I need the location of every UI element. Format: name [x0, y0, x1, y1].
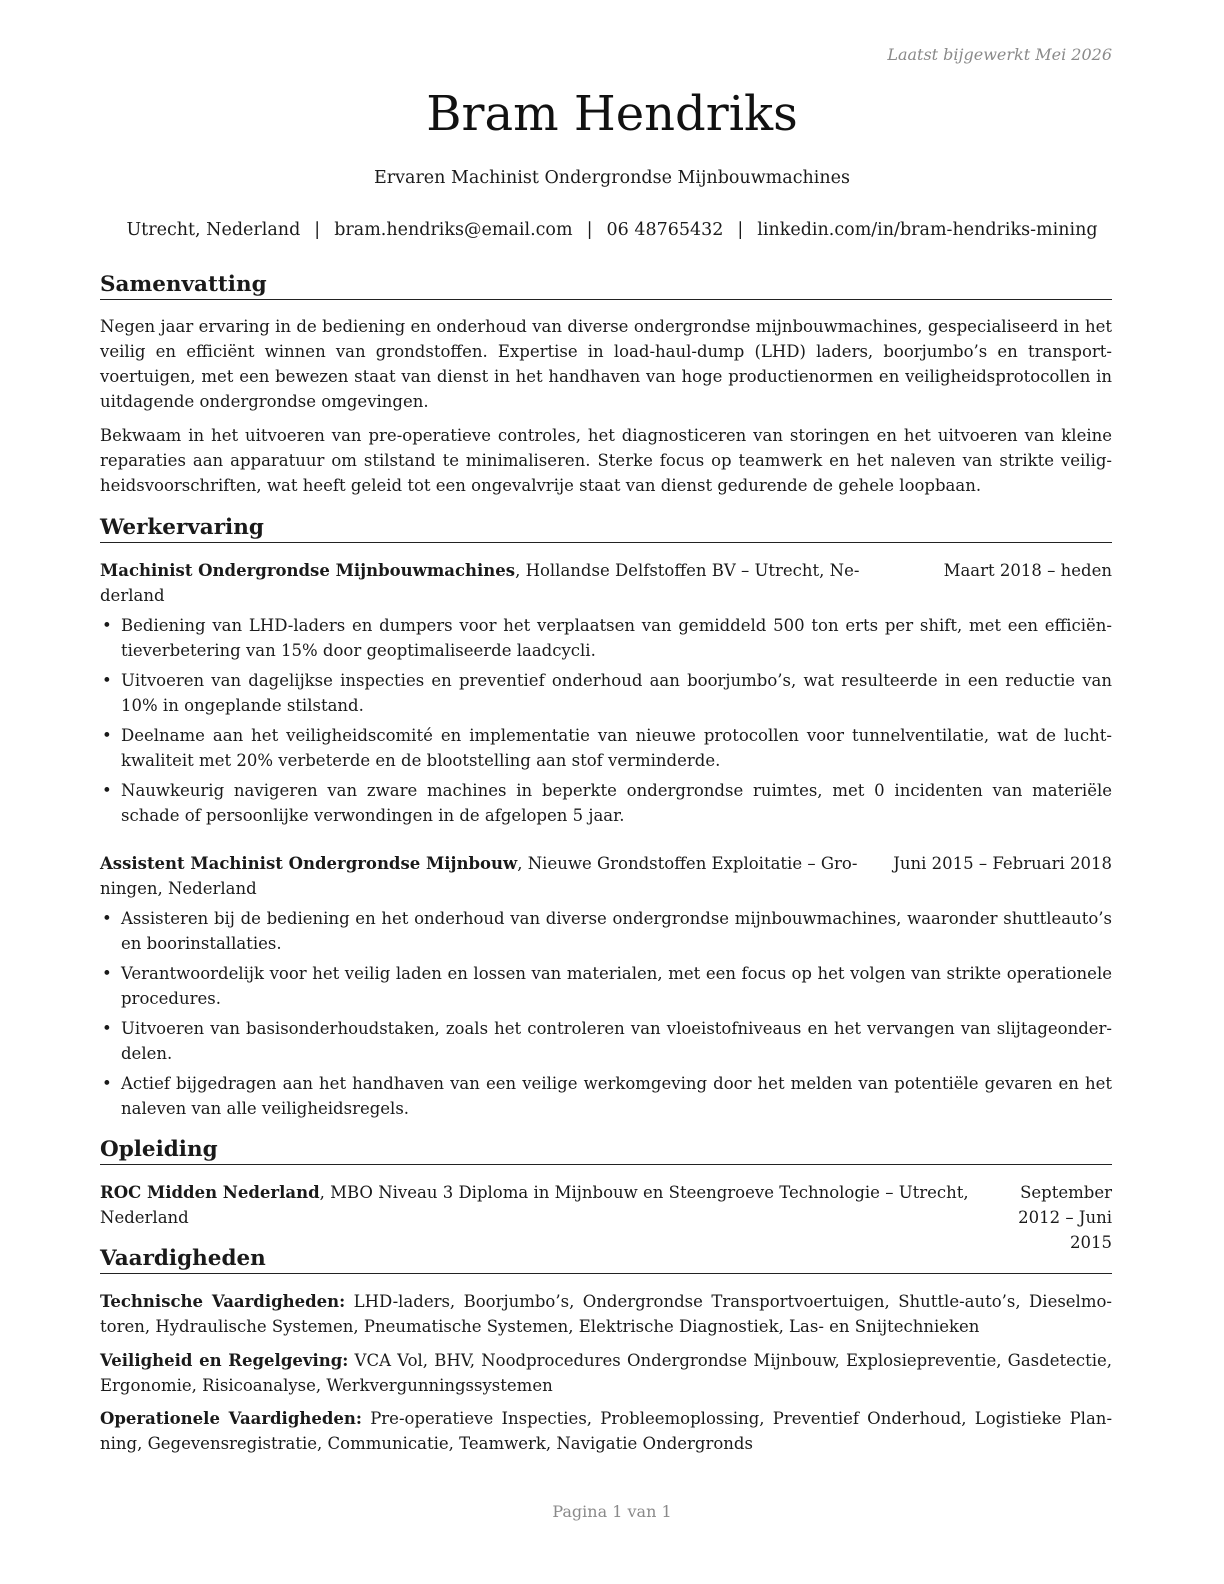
job-title-line [100, 558, 890, 608]
job-company: , Nieuwe Grondstoffen Exploitatie – Groningen, Nederland [100, 854, 858, 898]
skill-line-safety [100, 1348, 1112, 1398]
bullet-icon: • [102, 964, 112, 983]
bullet-icon: • [102, 671, 112, 690]
contact-phone[interactable]: 06 48765432 [606, 220, 724, 240]
job-dates: Maart 2018 – heden [943, 561, 1112, 580]
last-updated: Laatst bijgewerkt Mei 2026 [887, 45, 1112, 64]
skill-text: LHD-laders, Boorjumbo’s, Ondergrondse Transportvoertuigen, Shuttle-auto’s, Dieselmotoren, Hydraulische Systemen, Pneumatische Systemen, Elektrische Diagnostiek, Las- en Snijtechnieken [100, 1292, 1112, 1336]
job-role: Assistent Machinist Ondergrondse Mijnbouw [100, 854, 518, 873]
list-item: • Bediening van LHD-laders en dumpers voor het verplaatsen van gemiddeld 500 ton erts per shift, met een efficiëntieverbetering van 15% door geoptimaliseerde laadcycli. [100, 613, 1112, 663]
skill-line-operational [100, 1406, 1112, 1456]
list-item: • Nauwkeurig navigeren van zware machines in beperkte ondergrondse ruimtes, met 0 incidenten van materiële schade of persoonlijke verwondingen in de afgelopen 5 jaar. [100, 778, 1112, 828]
contact-separator: | [314, 220, 321, 240]
bullet-icon: • [102, 1019, 112, 1038]
bullet-icon: • [102, 909, 112, 928]
section-title-experience: Werkervaring [100, 515, 1112, 543]
job-title-line [100, 851, 880, 901]
bullet-icon: • [102, 1074, 112, 1093]
skill-label: Operationele Vaardigheden: [100, 1409, 362, 1428]
education-entry [100, 1180, 1112, 1252]
summary-paragraph-2: Bekwaam in het uitvoeren van pre-operatieve controles, het diagnosticeren van storingen en het uitvoeren van kleine reparaties aan apparatuur om stilstand te minimaliseren. Sterke focus op teamwerk en het naleven van strikte veiligheidsvoorschriften, wat heeft geleid tot een ongevalvrije staat van dienst gedurende de gehele loopbaan. [100, 426, 1112, 495]
education-line [100, 1180, 980, 1230]
contact-linkedin[interactable]: linkedin.com/in/bram-hendriks-mining [757, 220, 1098, 240]
list-item: • Verantwoordelijk voor het veilig laden en lossen van materialen, met een focus op het volgen van strikte operationele procedures. [100, 961, 1112, 1011]
job-bullets [100, 613, 1112, 833]
contact-email[interactable]: bram.hendriks@email.com [334, 220, 573, 240]
section-title-summary: Samenvatting [100, 272, 1112, 300]
job-role: Machinist Ondergrondse Mijnbouwmachines [100, 561, 516, 580]
bullet-icon: • [102, 781, 112, 800]
list-item: • Assisteren bij de bediening en het onderhoud van diverse ondergrondse mijnbouwmachines, waaronder shuttleauto’s en boorinstallaties. [100, 906, 1112, 956]
bullet-icon: • [102, 726, 112, 745]
candidate-headline: Ervaren Machinist Ondergrondse Mijnbouwmachines [373, 168, 850, 188]
education-detail: , MBO Niveau 3 Diploma in Mijnbouw en Steengroeve Technologie – Utrecht, Nederland [100, 1183, 969, 1227]
skill-label: Veiligheid en Regelgeving: [100, 1351, 349, 1370]
candidate-name: Bram Hendriks [426, 86, 798, 142]
summary-paragraph-1: Negen jaar ervaring in de bediening en onderhoud van diverse ondergrondse mijnbouwmachines, gespecialiseerd in het veilig en efficiënt winnen van grondstoffen. Expertise in load-haul-dump (LHD) laders, boorjumbo’s en transportvoertuigen, met een bewezen staat van dienst in het handhaven van hoge productienormen en veiligheidsprotocollen in uitdagende ondergrondse omgevingen. [100, 317, 1112, 411]
job-dates: Juni 2015 – Februari 2018 [893, 854, 1112, 873]
skill-line-technical [100, 1289, 1112, 1339]
job-header [100, 558, 1112, 608]
education-dates: September 2012 – Juni 2015 [1018, 1183, 1112, 1252]
section-title-skills: Vaardigheden [100, 1246, 1112, 1274]
list-item: • Actief bijgedragen aan het handhaven van een veilige werkomgeving door het melden van potentiële gevaren en het naleven van alle veiligheidsregels. [100, 1071, 1112, 1121]
contact-separator: | [737, 220, 744, 240]
section-title-education: Opleiding [100, 1137, 1112, 1165]
page-footer: Pagina 1 van 1 [552, 1502, 672, 1521]
list-item: • Deelname aan het veiligheidscomité en implementatie van nieuwe protocollen voor tunnelventilatie, wat de luchtkwaliteit met 20% verbeterde en de blootstelling aan stof verminderde. [100, 723, 1112, 773]
education-school: ROC Midden Nederland [100, 1183, 320, 1202]
list-item: • Uitvoeren van dagelijkse inspecties en preventief onderhoud aan boorjumbo’s, wat resulteerde in een reductie van 10% in ongeplande stilstand. [100, 668, 1112, 718]
contact-line [0, 220, 1224, 240]
contact-location: Utrecht, Nederland [126, 220, 301, 240]
skill-text: Pre-operatieve Inspecties, Probleemoplossing, Preventief Onderhoud, Logistieke Planning, Gegevensregistratie, Communicatie, Teamwerk, Navigatie Ondergronds [100, 1409, 1113, 1453]
bullet-icon: • [102, 616, 112, 635]
list-item: • Uitvoeren van basisonderhoudstaken, zoals het controleren van vloeistofniveaus en het vervangen van slijtageonderdelen. [100, 1016, 1112, 1066]
job-bullets [100, 906, 1112, 1126]
contact-separator: | [586, 220, 593, 240]
skill-label: Technische Vaardigheden: [100, 1292, 346, 1311]
job-company: , Hollandse Delfstoffen BV – Utrecht, Nederland [100, 561, 860, 605]
job-header [100, 851, 1112, 901]
skill-text: VCA Vol, BHV, Noodprocedures Ondergrondse Mijnbouw, Explosiepreventie, Gasdetectie, Ergonomie, Risicoanalyse, Werkvergunningssystemen [100, 1351, 1113, 1395]
